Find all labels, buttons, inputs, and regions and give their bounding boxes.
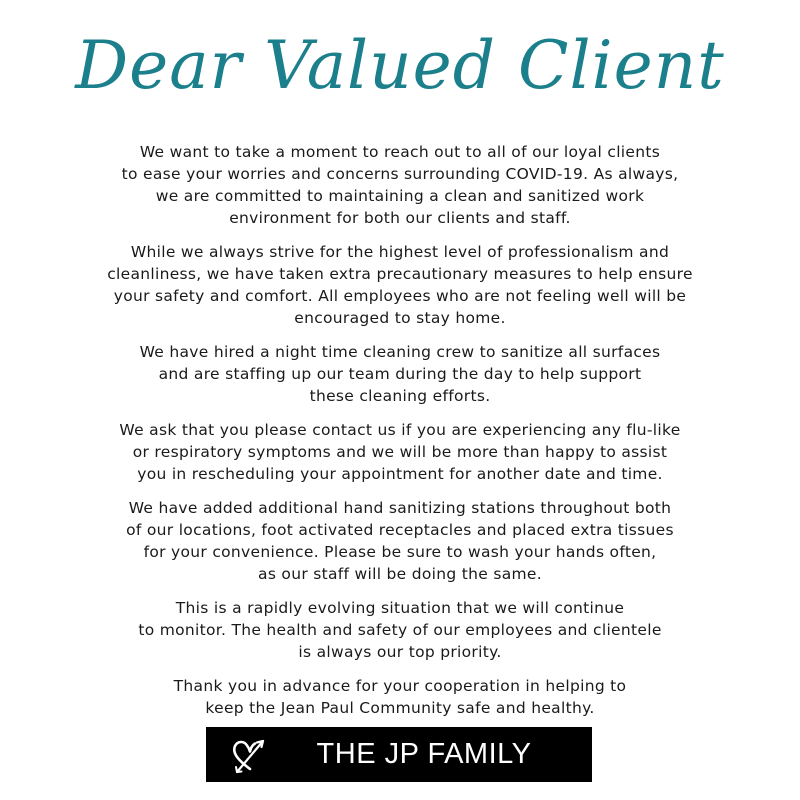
paragraph-line: these cleaning efforts.: [309, 387, 491, 405]
paragraph-line: Thank you in advance for your cooperation in helping to: [173, 677, 627, 695]
paragraph-cleaning-crew: [40, 341, 760, 407]
paragraph-line: we are committed to maintaining a clean and sanitized work: [155, 187, 645, 205]
paragraph-line: and are staffing up our team during the day to help support: [158, 365, 642, 383]
signature-banner: [206, 727, 592, 782]
paragraph-line: for your convenience. Please be sure to wash your hands often,: [143, 543, 657, 561]
paragraph-line: you in rescheduling your appointment for another date and time.: [137, 465, 663, 483]
paragraph-thank-you: [40, 675, 760, 719]
paragraph-sanitizing-stations: [40, 497, 760, 585]
paragraph-line: or respiratory symptoms and we will be more than happy to assist: [132, 443, 668, 461]
paragraph-line: as our staff will be doing the same.: [258, 565, 542, 583]
paragraph-contact: [40, 419, 760, 485]
paragraph-precautions: [40, 241, 760, 329]
letter-heading: Dear Valued Client: [75, 27, 725, 104]
paragraph-line: your safety and comfort. All employees who are not feeling well will be: [113, 287, 687, 305]
paragraph-line: encouraged to stay home.: [294, 309, 506, 327]
paragraph-line: of our locations, foot activated receptacles and placed extra tissues: [126, 521, 674, 539]
paragraph-line: We have added additional hand sanitizing stations throughout both: [128, 499, 672, 517]
paragraph-evolving-situation: [40, 597, 760, 663]
letter-body: [40, 141, 760, 731]
paragraph-line: While we always strive for the highest level of professionalism and: [130, 243, 670, 261]
signature-text: THE JP FAMILY: [316, 738, 532, 770]
paragraph-intro: [40, 141, 760, 229]
paragraph-line: is always our top priority.: [298, 643, 502, 661]
paragraph-line: We have hired a night time cleaning crew to sanitize all surfaces: [139, 343, 661, 361]
paragraph-line: We want to take a moment to reach out to all of our loyal clients: [139, 143, 661, 161]
paragraph-line: We ask that you please contact us if you are experiencing any flu-like: [119, 421, 681, 439]
paragraph-line: cleanliness, we have taken extra precautionary measures to help ensure: [107, 265, 693, 283]
paragraph-line: to ease your worries and concerns surrounding COVID-19. As always,: [121, 165, 679, 183]
paragraph-line: to monitor. The health and safety of our employees and clientele: [138, 621, 662, 639]
paragraph-line: keep the Jean Paul Community safe and healthy.: [205, 699, 595, 717]
paragraph-line: environment for both our clients and staff.: [229, 209, 571, 227]
paragraph-line: This is a rapidly evolving situation that we will continue: [175, 599, 625, 617]
